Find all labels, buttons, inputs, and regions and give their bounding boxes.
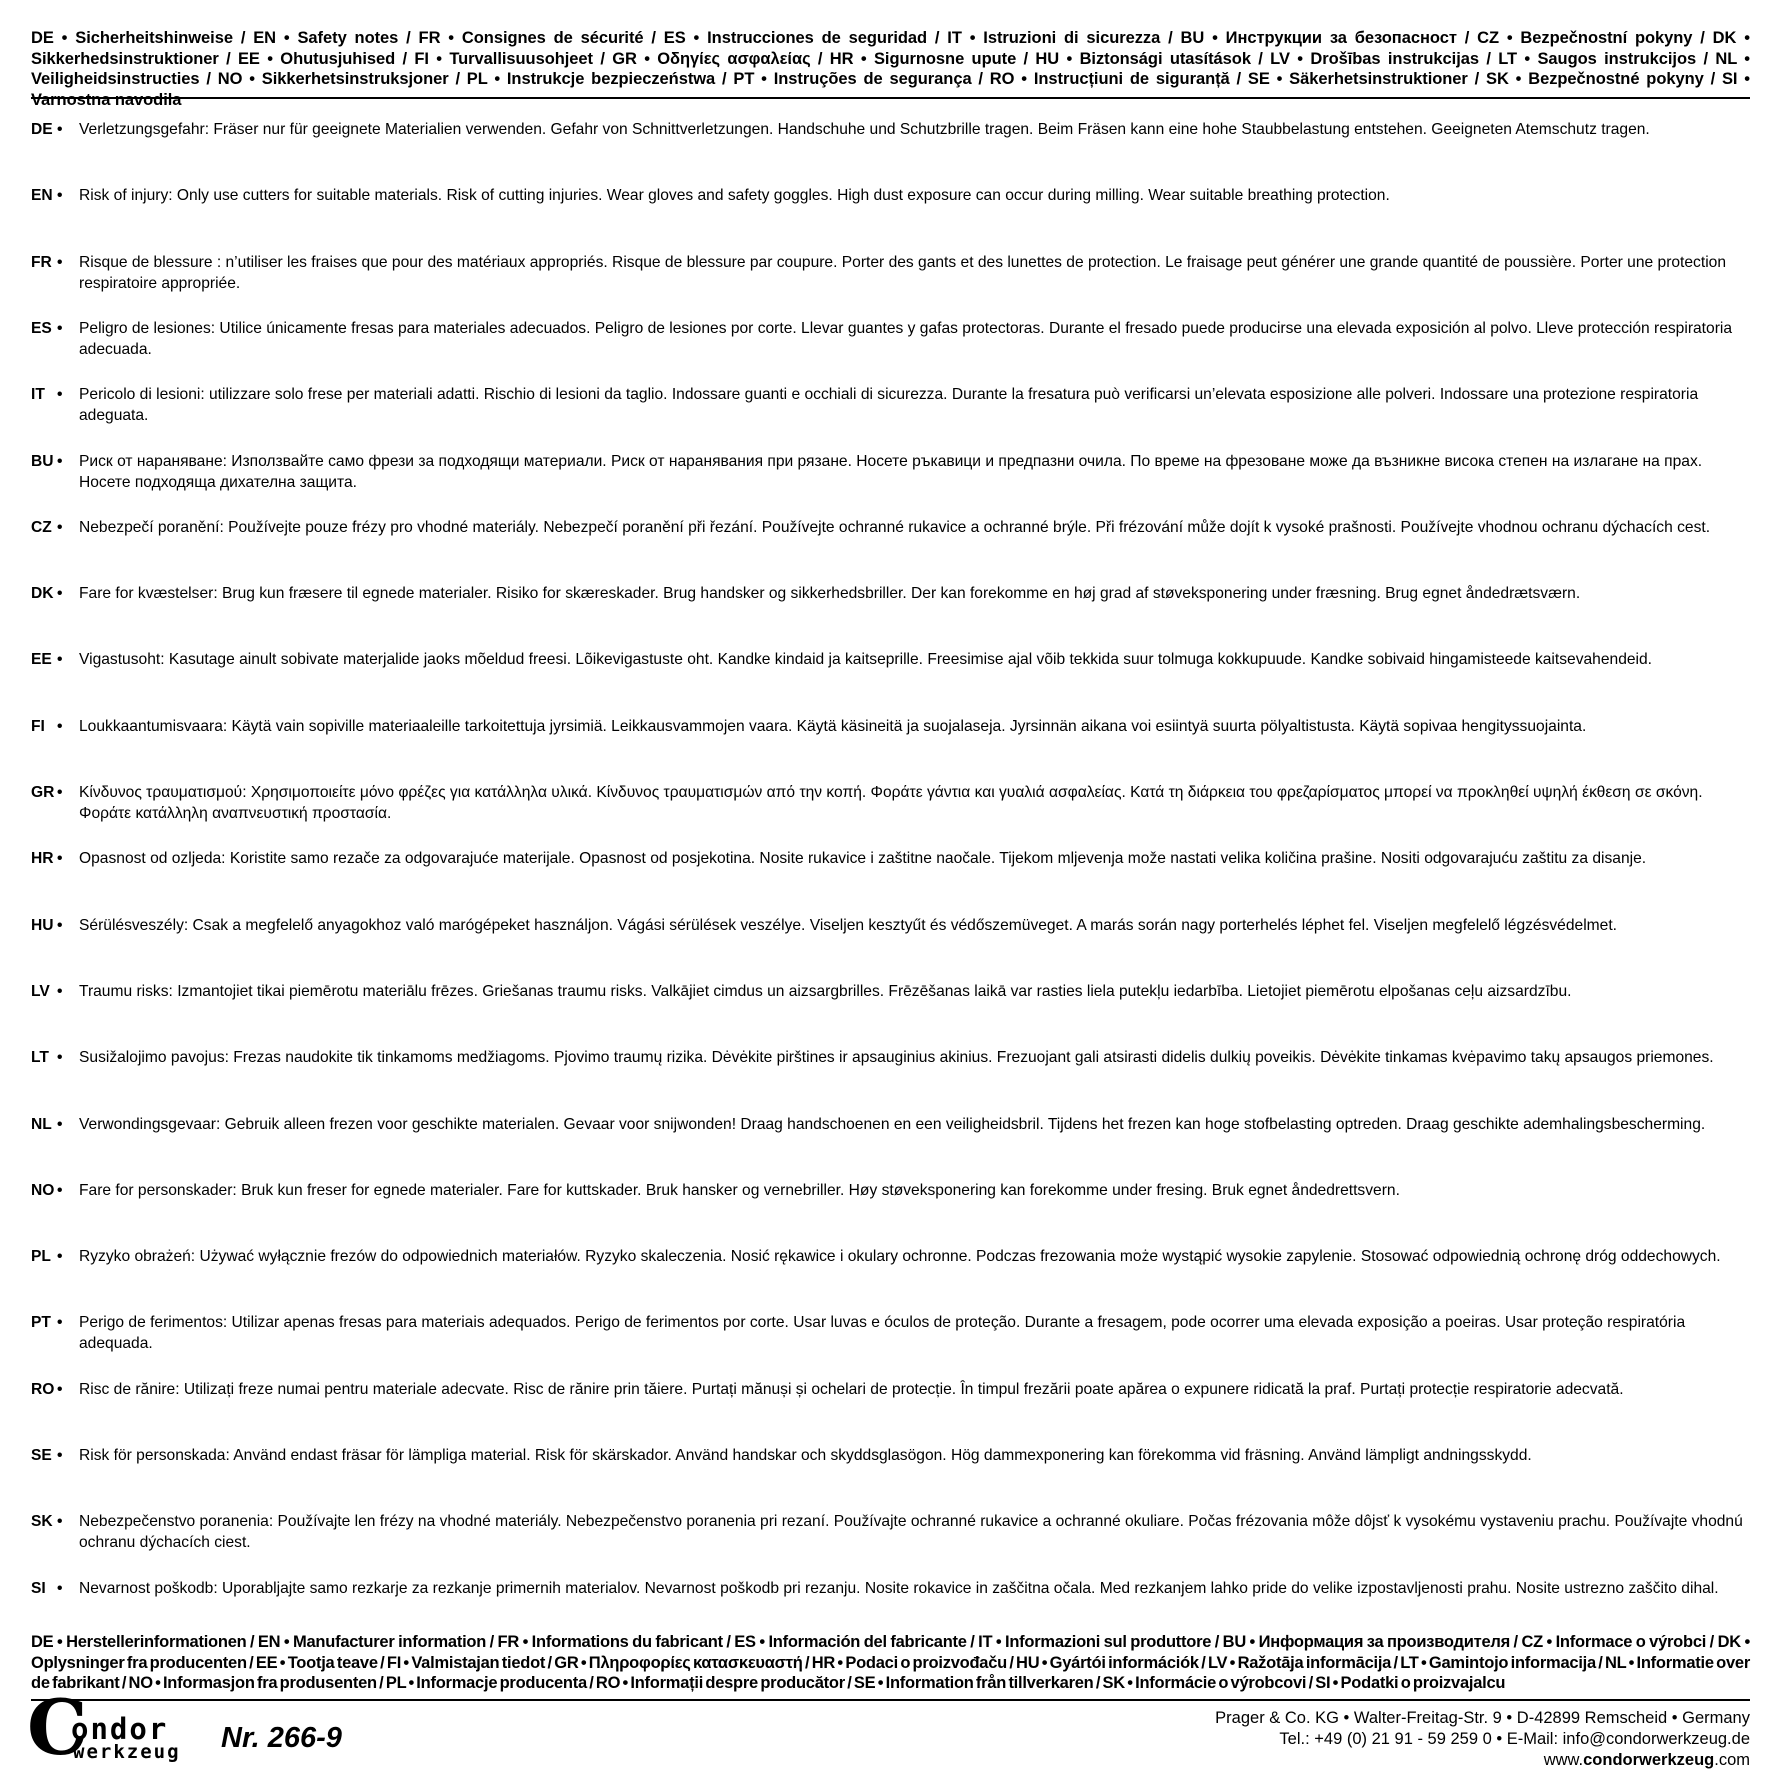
bullet-icon: • <box>57 453 63 470</box>
bullet-icon: • <box>57 1513 63 1530</box>
language-code-text: FI <box>31 718 45 735</box>
bullet-icon: • <box>57 1182 63 1199</box>
language-code <box>31 1512 71 1553</box>
manufacturer-info-header: DE • Herstellerinformationen / EN • Manufacturer information / FR • Informations du fabricant / ES • Información del fabricante / IT • Informazioni sul produttore / BU • Информация за производителя / CZ • Informace o výrobci / DK • Oplysninger fra producenten / EE • Tootja teave / FI • Valmistajan tiedot / GR • Πληροφορίες κατασκευαστή / HR • Podaci o proizvođaču / HU • Gyártói információk / LV • Ražotāja informācija / LT • Gamintojo informacija / NL • Informatie over de fabrikant / NO • Informasjon fra produsenten / PL • Informacje producenta / RO • Informații despre producător / SE • Information från tillverkaren / SK • Informácie o výrobcovi / SI • Podatki o proizvajalcu <box>31 1632 1750 1701</box>
document-page <box>27 28 1750 1772</box>
safety-note-ro <box>31 1380 1750 1401</box>
note-text: Fare for personskader: Bruk kun freser for egnede materialer. Fare for kuttskader. Bruk hansker og vernebriller. Høy støveksponering kan forekomme under fresing. Bruk egnet åndedrettsvern. <box>79 1182 1400 1199</box>
safety-note-lt <box>31 1048 1750 1069</box>
logo-text-werkzeug: werkzeug <box>73 1741 181 1763</box>
safety-note-sk <box>31 1512 1750 1553</box>
note-text: Risc de rănire: Utilizați freze numai pentru materiale adecvate. Risc de rănire prin tăiere. Purtați mănuși și ochelari de protecție. În timpul frezării poate apărea o expunere ridicată la praf. Purtați protecție respiratorie adecvată. <box>79 1381 1624 1398</box>
language-code-text: SE <box>31 1447 52 1464</box>
language-code <box>31 1115 71 1136</box>
bullet-icon: • <box>57 917 63 934</box>
language-code-text: ES <box>31 320 52 337</box>
safety-note-si <box>31 1579 1750 1600</box>
website-suffix: .com <box>1714 1750 1750 1769</box>
language-code-text: CZ <box>31 519 52 536</box>
safety-note-fr <box>31 253 1750 294</box>
language-code-text: RO <box>31 1381 55 1398</box>
note-text: Verwondingsgevaar: Gebruik alleen frezen voor geschikte materialen. Gevaar voor snijwonden! Draag handschoenen en een veiligheidsbril. Tijdens het frezen kan hoge stofbelasting optreden. Draag geschikte ademhalingsbescherming. <box>79 1116 1706 1133</box>
note-text: Κίνδυνος τραυματισμού: Χρησιμοποιείτε μόνο φρέζες για κατάλληλα υλικά. Κίνδυνος τραυματισμών από την κοπή. Φοράτε γάντια και γυαλιά ασφαλείας. Κατά τη διάρκεια του φρεζαρίσματος μπορεί να προκληθεί υψηλή έκθεση σε σκόνη. Φοράτε κατάλληλη αναπνευστική προστασία. <box>79 784 1703 822</box>
footer <box>27 1683 1750 1774</box>
language-code <box>31 319 71 360</box>
language-code-text: GR <box>31 784 55 801</box>
safety-note-nl <box>31 1115 1750 1136</box>
note-text: Ryzyko obrażeń: Używać wyłącznie frezów do odpowiednich materiałów. Ryzyko skaleczenia. Nosić rękawice i okulary ochronne. Podczas frezowania może wystąpić wysokie zapylenie. Stosować odpowiednią ochronę dróg oddechowych. <box>79 1248 1721 1265</box>
language-code-text: SI <box>31 1580 46 1597</box>
bullet-icon: • <box>57 784 63 801</box>
bullet-icon: • <box>57 983 63 1000</box>
website-link[interactable] <box>1215 1750 1750 1771</box>
safety-note-it <box>31 385 1750 426</box>
language-code <box>31 1247 71 1268</box>
language-code-text: NO <box>31 1182 55 1199</box>
language-code-text: DK <box>31 585 54 602</box>
note-text: Peligro de lesiones: Utilice únicamente fresas para materiales adecuados. Peligro de lesiones por corte. Llevar guantes y gafas protectoras. Durante el fresado puede producirse una elevada exposición al polvo. Lleve protección respiratoria adecuada. <box>79 320 1733 358</box>
language-code <box>31 849 71 870</box>
bullet-icon: • <box>57 651 63 668</box>
note-text: Risque de blessure : n’utiliser les fraises que pour des matériaux appropriés. Risque de blessure par coupure. Porter des gants et des lunettes de protection. Le fraisage peut générer une grande quantité de poussière. Porter une protection respiratoire appropriée. <box>79 254 1726 292</box>
note-text: Fare for kvæstelser: Brug kun fræsere til egnede materialer. Risiko for skæreskader. Brug handsker og sikkerhedsbriller. Der kan forekomme en høj grad af støveksponering under fræsning. Brug egnet åndedrætsværn. <box>79 585 1581 602</box>
note-text: Verletzungsgefahr: Fräser nur für geeignete Materialien verwenden. Gefahr von Schnittverletzungen. Handschuhe und Schutzbrille tragen. Beim Fräsen kann eine hohe Staubbelastung entstehen. Geeigneten Atemschutz tragen. <box>79 121 1650 138</box>
bullet-icon: • <box>57 1049 63 1066</box>
bullet-icon: • <box>57 187 63 204</box>
language-code <box>31 1313 71 1354</box>
safety-note-bu <box>31 452 1750 493</box>
bullet-icon: • <box>57 320 63 337</box>
note-text: Nevarnost poškodb: Uporabljajte samo rezkarje za rezkanje primernih materialov. Nevarnost poškodb pri rezanju. Nosite rokavice in zaščitna očala. Med rezkanjem lahko pride do velike izpostavljenosti prahu. Nosite ustrezno zaščito dihal. <box>79 1580 1719 1597</box>
safety-note-gr <box>31 783 1750 824</box>
note-text: Susižalojimo pavojus: Frezas naudokite tik tinkamoms medžiagoms. Pjovimo traumų rizika. Dėvėkite pirštines ir apsauginius akinius. Frezuojant gali atsirasti didelis dulkių poveikis. Dėvėkite tinkamas kvėpavimo takų apsaugos priemones. <box>79 1049 1714 1066</box>
note-text: Risk för personskada: Använd endast fräsar för lämpliga material. Risk för skärskador. Använd handskar och skyddsglasögon. Hög dammexponering kan förekomma vid fräsning. Använd lämpligt andningsskydd. <box>79 1447 1532 1464</box>
bullet-icon: • <box>57 1248 63 1265</box>
bullet-icon: • <box>57 850 63 867</box>
bullet-icon: • <box>57 386 63 403</box>
language-code <box>31 1446 71 1467</box>
note-text: Traumu risks: Izmantojiet tikai piemērotu materiālu frēzes. Griešanas traumu risks. Valkājiet cimdus un aizsargbrilles. Frēzēšanas laikā var rasties liela putekļu iedarbība. Lietojiet piemērotu elpošanas ceļu aizsardzību. <box>79 983 1572 1000</box>
condor-logo <box>27 1683 231 1772</box>
bullet-icon: • <box>57 254 63 271</box>
language-code <box>31 1048 71 1069</box>
safety-note-ee <box>31 650 1750 671</box>
note-text: Loukkaantumisvaara: Käytä vain sopiville materiaaleille tarkoitettuja jyrsimiä. Leikkausvammojen vaara. Käytä käsineitä ja suojalaseja. Jyrsinnän aikana voi esiintyä suurta pölyaltistusta. Käytä sopivaa hengityssuojainta. <box>79 718 1587 735</box>
language-code <box>31 717 71 738</box>
safety-note-fi <box>31 717 1750 738</box>
language-code <box>31 452 71 493</box>
language-code <box>31 584 71 605</box>
language-code-text: HR <box>31 850 54 867</box>
language-code-text: EE <box>31 651 52 668</box>
note-text: Vigastusoht: Kasutage ainult sobivate materjalide jaoks mõeldud freesi. Lõikevigastuste oht. Kandke kindaid ja kaitseprille. Freesimise ajal võib tekkida suur tolmuga kokkupuude. Kandke sobivaid hingamisteede kaitsevahendeid. <box>79 651 1653 668</box>
manufacturer-address <box>1215 1708 1750 1770</box>
model-number: Nr. 266-9 <box>221 1722 342 1754</box>
contact-line: Tel.: +49 (0) 21 91 - 59 259 0 • E-Mail: info@condorwerkzeug.de <box>1279 1729 1750 1748</box>
language-code-text: PL <box>31 1248 51 1265</box>
language-code-text: IT <box>31 386 45 403</box>
website-prefix: www. <box>1543 1750 1584 1769</box>
bullet-icon: • <box>57 585 63 602</box>
language-code <box>31 1380 71 1401</box>
safety-note-de <box>31 120 1750 141</box>
language-code <box>31 650 71 671</box>
language-code <box>31 982 71 1003</box>
language-code <box>31 253 71 294</box>
language-code <box>31 783 71 824</box>
logo-text-ondor: ondor <box>71 1712 169 1746</box>
language-code <box>31 385 71 426</box>
language-code-text: FR <box>31 254 52 271</box>
safety-note-dk <box>31 584 1750 605</box>
language-code <box>31 916 71 937</box>
safety-note-no <box>31 1181 1750 1202</box>
language-code <box>31 518 71 539</box>
language-code-text: PT <box>31 1314 51 1331</box>
language-code-text: NL <box>31 1116 52 1133</box>
language-code-text: DE <box>31 121 53 138</box>
safety-note-lv <box>31 982 1750 1003</box>
language-code-text: BU <box>31 453 54 470</box>
safety-note-hu <box>31 916 1750 937</box>
safety-note-pl <box>31 1247 1750 1268</box>
language-code <box>31 1579 71 1600</box>
note-text: Nebezpečenstvo poranenia: Používajte len frézy na vhodné materiály. Nebezpečenstvo poranenia pri rezaní. Používajte ochranné rukavice a ochranné okuliare. Počas frézovania môže dôjsť k vysokému vystaveniu prachu. Používajte vhodnú ochranu dýchacích ciest. <box>79 1513 1743 1551</box>
safety-note-pt <box>31 1313 1750 1354</box>
bullet-icon: • <box>57 121 63 138</box>
language-code-text: HU <box>31 917 54 934</box>
bullet-icon: • <box>57 718 63 735</box>
language-code-text: SK <box>31 1513 53 1530</box>
bullet-icon: • <box>57 1447 63 1464</box>
note-text: Perigo de ferimentos: Utilizar apenas fresas para materiais adequados. Perigo de ferimentos por corte. Usar luvas e óculos de proteção. Durante a fresagem, pode ocorrer uma elevada exposição a poeiras. Usar proteção respiratória adequada. <box>79 1314 1686 1352</box>
bullet-icon: • <box>57 1381 63 1398</box>
language-code <box>31 120 71 141</box>
note-text: Risk of injury: Only use cutters for suitable materials. Risk of cutting injuries. Wear gloves and safety goggles. High dust exposure can occur during milling. Wear suitable breathing protection. <box>79 187 1390 204</box>
safety-note-es <box>31 319 1750 360</box>
logo-letter-c: C <box>27 1683 88 1772</box>
language-code <box>31 1181 71 1202</box>
safety-note-en <box>31 186 1750 207</box>
note-text: Риск от нараняване: Използвайте само фрези за подходящи материали. Риск от наранявания при рязане. Носете ръкавици и предпазни очила. По време на фрезоване може да възникне висока степен на излагане на прах. Носете подходяща дихателна защита. <box>79 453 1703 491</box>
safety-note-se <box>31 1446 1750 1467</box>
website-domain: condorwerkzeug <box>1583 1750 1715 1769</box>
safety-note-hr <box>31 849 1750 870</box>
bullet-icon: • <box>57 1580 63 1597</box>
note-text: Nebezpečí poranění: Používejte pouze frézy pro vhodné materiály. Nebezpečí poranění při řezání. Používejte ochranné rukavice a ochranné brýle. Při frézování může dojít k vysoké prašnosti. Používejte vhodnou ochranu dýchacích cest. <box>79 519 1711 536</box>
language-code <box>31 186 71 207</box>
bullet-icon: • <box>57 1314 63 1331</box>
bullet-icon: • <box>57 519 63 536</box>
language-code-text: EN <box>31 187 53 204</box>
safety-notes-header: DE • Sicherheitshinweise / EN • Safety notes / FR • Consignes de sécurité / ES • Instrucciones de seguridad / IT • Istruzioni di sicurezza / BU • Инструкции за безопасност / CZ • Bezpečnostní pokyny / DK • Sikkerhedsinstruktioner / EE • Ohutusjuhised / FI • Turvallisuusohjeet / GR • Οδηγίες ασφαλείας / HR • Sigurnosne upute / HU • Biztonsági utasítások / LV • Drošības instrukcijas / LT • Saugos instrukcijos / NL • Veiligheidsinstructies / NO • Sikkerhetsinstruksjoner / PL • Instrukcje bezpieczeństwa / PT • Instruções de segurança / RO • Instrucțiuni de siguranță / SE • Säkerhetsinstruktioner / SK • Bezpečnostné pokyny / SI • Varnostna navodila <box>31 29 1750 109</box>
bullet-icon: • <box>57 1116 63 1133</box>
language-code-text: LT <box>31 1049 49 1066</box>
language-code-text: LV <box>31 983 50 1000</box>
note-text: Sérülésveszély: Csak a megfelelő anyagokhoz való marógépeket használjon. Vágási sérülések veszélye. Viseljen kesztyűt és védőszemüveget. A marás során nagy porterhelés léphet fel. Viseljen megfelelő légzésvédelmet. <box>79 917 1617 934</box>
note-text: Pericolo di lesioni: utilizzare solo frese per materiali adatti. Rischio di lesioni da taglio. Indossare guanti e occhiali di sicurezza. Durante la fresatura può verificarsi un’elevata esposizione alle polveri. Indossare una protezione respiratoria adeguata. <box>79 386 1699 424</box>
address-line: Prager & Co. KG • Walter-Freitag-Str. 9 • D-42899 Remscheid • Germany <box>1215 1709 1750 1727</box>
note-text: Opasnost od ozljeda: Koristite samo rezače za odgovarajuće materijale. Opasnost od posjekotina. Nosite rukavice i zaštitne naočale. Tijekom mljevenja može nastati velika količina prašine. Nositi odgovarajuću zaštitu za disanje. <box>79 850 1647 867</box>
safety-note-cz <box>31 518 1750 539</box>
